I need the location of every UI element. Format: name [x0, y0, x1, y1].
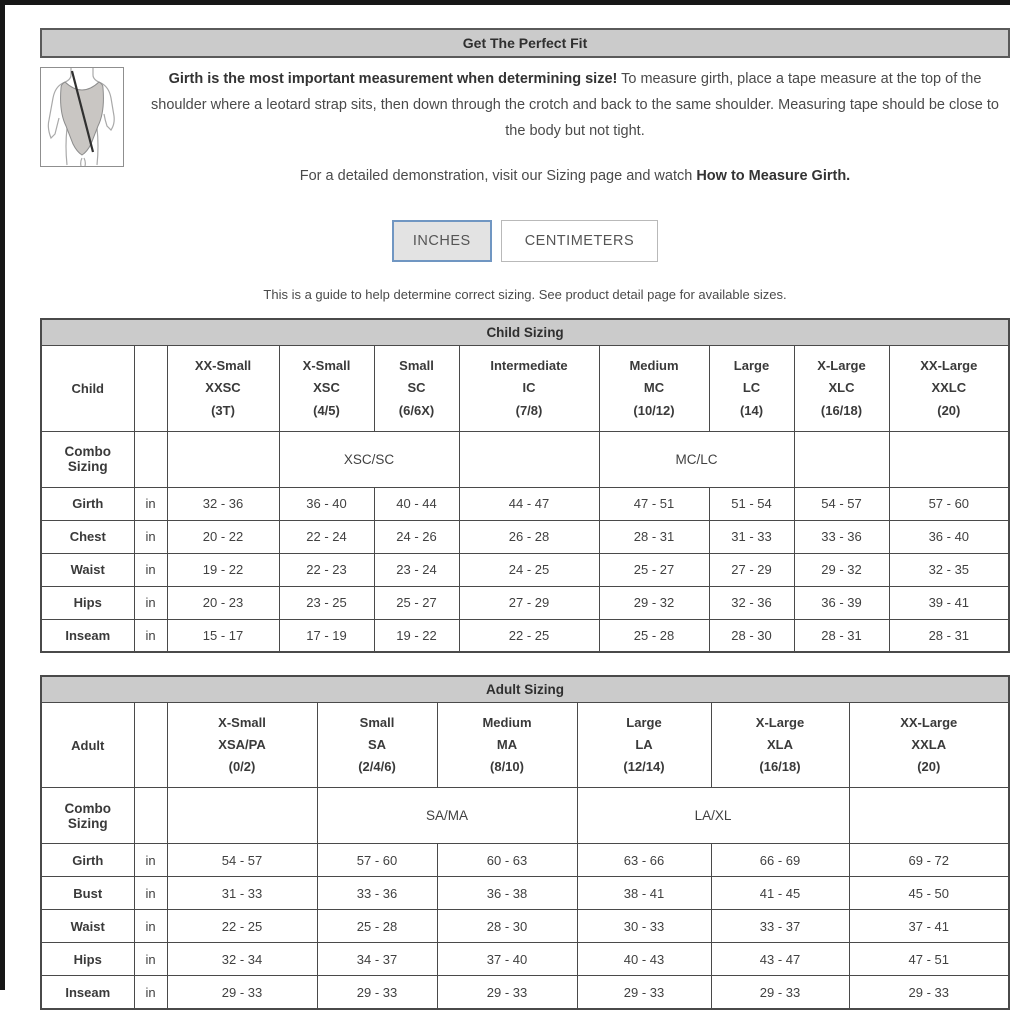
- unit-cell: in: [134, 586, 167, 619]
- value-cell: 29 - 32: [794, 553, 889, 586]
- sizing-guide-page: [40, 0, 1010, 1010]
- unit-cell: in: [134, 943, 167, 976]
- value-cell: 29 - 33: [711, 976, 849, 1009]
- value-cell: 36 - 40: [889, 520, 1009, 553]
- table-row: [41, 586, 1009, 619]
- value-cell: 57 - 60: [317, 844, 437, 877]
- centimeters-button[interactable]: CENTIMETERS: [501, 220, 658, 262]
- measurement-label: Hips: [41, 943, 134, 976]
- page-title: Get The Perfect Fit: [40, 28, 1010, 58]
- value-cell: 32 - 36: [709, 586, 794, 619]
- combo-label: Combo Sizing: [41, 431, 134, 487]
- value-cell: 47 - 51: [849, 943, 1009, 976]
- value-cell: 19 - 22: [167, 553, 279, 586]
- intro-section: [40, 67, 1010, 184]
- corner-label: Adult: [41, 703, 134, 788]
- size-header: Medium MC (10/12): [599, 346, 709, 431]
- value-cell: 20 - 23: [167, 586, 279, 619]
- value-cell: 25 - 27: [374, 586, 459, 619]
- value-cell: 30 - 33: [577, 910, 711, 943]
- table-row: [41, 619, 1009, 652]
- size-header: XX-Large XXLA (20): [849, 703, 1009, 788]
- child-sizing-table-host: [40, 318, 1010, 653]
- size-header: XX-Small XXSC (3T): [167, 346, 279, 431]
- unit-toggle: [40, 220, 1010, 262]
- unit-cell: in: [134, 487, 167, 520]
- leotard-illustration-svg: [41, 68, 123, 166]
- combo-cell: [167, 788, 317, 844]
- value-cell: 32 - 36: [167, 487, 279, 520]
- combo-cell: [167, 431, 279, 487]
- intro-text-column: [140, 67, 1010, 184]
- demo-note-text: For a detailed demonstration, visit our Sizing page and watch: [299, 168, 697, 185]
- leotard-girth-diagram: [40, 67, 124, 167]
- value-cell: 29 - 32: [599, 586, 709, 619]
- measurement-label: Chest: [41, 520, 134, 553]
- value-cell: 28 - 31: [794, 619, 889, 652]
- value-cell: 29 - 33: [849, 976, 1009, 1009]
- measurement-label: Waist: [41, 910, 134, 943]
- table-row: [41, 487, 1009, 520]
- value-cell: 15 - 17: [167, 619, 279, 652]
- table-title: Adult Sizing: [41, 676, 1009, 703]
- size-header: Large LA (12/14): [577, 703, 711, 788]
- value-cell: 44 - 47: [459, 487, 599, 520]
- value-cell: 22 - 24: [279, 520, 374, 553]
- unit-column-header: [134, 346, 167, 431]
- value-cell: 20 - 22: [167, 520, 279, 553]
- value-cell: 26 - 28: [459, 520, 599, 553]
- table-row: [41, 553, 1009, 586]
- unit-cell: in: [134, 877, 167, 910]
- size-header: XX-Large XXLC (20): [889, 346, 1009, 431]
- value-cell: 28 - 30: [437, 910, 577, 943]
- combo-cell: MC/LC: [599, 431, 794, 487]
- value-cell: 45 - 50: [849, 877, 1009, 910]
- size-header: Small SC (6/6X): [374, 346, 459, 431]
- unit-cell: in: [134, 976, 167, 1009]
- value-cell: 28 - 31: [889, 619, 1009, 652]
- adult-sizing-table-host: [40, 675, 1010, 1010]
- value-cell: 40 - 43: [577, 943, 711, 976]
- corner-label: Child: [41, 346, 134, 431]
- size-header: X-Small XSC (4/5): [279, 346, 374, 431]
- value-cell: 22 - 23: [279, 553, 374, 586]
- combo-cell: XSC/SC: [279, 431, 459, 487]
- combo-cell: SA/MA: [317, 788, 577, 844]
- value-cell: 25 - 27: [599, 553, 709, 586]
- measurement-label: Hips: [41, 586, 134, 619]
- value-cell: 66 - 69: [711, 844, 849, 877]
- value-cell: 31 - 33: [167, 877, 317, 910]
- table-row: [41, 520, 1009, 553]
- value-cell: 38 - 41: [577, 877, 711, 910]
- value-cell: 22 - 25: [459, 619, 599, 652]
- value-cell: 51 - 54: [709, 487, 794, 520]
- measurement-label: Girth: [41, 487, 134, 520]
- combo-cell: [459, 431, 599, 487]
- value-cell: 33 - 36: [317, 877, 437, 910]
- value-cell: 36 - 40: [279, 487, 374, 520]
- child-sizing-table: [40, 318, 1010, 653]
- value-cell: 31 - 33: [709, 520, 794, 553]
- value-cell: 63 - 66: [577, 844, 711, 877]
- value-cell: 69 - 72: [849, 844, 1009, 877]
- value-cell: 23 - 24: [374, 553, 459, 586]
- value-cell: 33 - 37: [711, 910, 849, 943]
- value-cell: 22 - 25: [167, 910, 317, 943]
- unit-cell: in: [134, 910, 167, 943]
- table-row: [41, 877, 1009, 910]
- unit-cell: in: [134, 619, 167, 652]
- table-title: Child Sizing: [41, 319, 1009, 346]
- unit-cell: in: [134, 844, 167, 877]
- value-cell: 36 - 39: [794, 586, 889, 619]
- value-cell: 34 - 37: [317, 943, 437, 976]
- size-header: X-Small XSA/PA (0/2): [167, 703, 317, 788]
- table-row: [41, 844, 1009, 877]
- value-cell: 41 - 45: [711, 877, 849, 910]
- size-header: X-Large XLC (16/18): [794, 346, 889, 431]
- measurement-label: Bust: [41, 877, 134, 910]
- girth-instructions-body: To measure girth, place a tape measure at the top of the shoulder where a leotard strap sits, then down through the crotch and back to the same shoulder. Measuring tape should be close to the body but not tight.: [151, 71, 999, 139]
- size-header: Large LC (14): [709, 346, 794, 431]
- value-cell: 54 - 57: [794, 487, 889, 520]
- girth-instructions: [140, 67, 1010, 144]
- size-header: X-Large XLA (16/18): [711, 703, 849, 788]
- value-cell: 43 - 47: [711, 943, 849, 976]
- value-cell: 29 - 33: [317, 976, 437, 1009]
- measurement-label: Girth: [41, 844, 134, 877]
- value-cell: 24 - 25: [459, 553, 599, 586]
- value-cell: 29 - 33: [577, 976, 711, 1009]
- value-cell: 57 - 60: [889, 487, 1009, 520]
- value-cell: 32 - 35: [889, 553, 1009, 586]
- value-cell: 25 - 28: [317, 910, 437, 943]
- value-cell: 28 - 30: [709, 619, 794, 652]
- value-cell: 29 - 33: [167, 976, 317, 1009]
- value-cell: 27 - 29: [709, 553, 794, 586]
- girth-instructions-bold: Girth is the most important measurement when determining size!: [168, 71, 618, 87]
- value-cell: 40 - 44: [374, 487, 459, 520]
- combo-label: Combo Sizing: [41, 788, 134, 844]
- value-cell: 60 - 63: [437, 844, 577, 877]
- guide-note: This is a guide to help determine correct sizing. See product detail page for available sizes.: [263, 287, 787, 303]
- value-cell: 28 - 31: [599, 520, 709, 553]
- size-header: Intermediate IC (7/8): [459, 346, 599, 431]
- value-cell: 39 - 41: [889, 586, 1009, 619]
- value-cell: 24 - 26: [374, 520, 459, 553]
- combo-unit-cell: [134, 431, 167, 487]
- adult-sizing-table: [40, 675, 1010, 1010]
- inches-button[interactable]: INCHES: [392, 220, 492, 262]
- unit-cell: in: [134, 520, 167, 553]
- value-cell: 25 - 28: [599, 619, 709, 652]
- value-cell: 17 - 19: [279, 619, 374, 652]
- size-header: Medium MA (8/10): [437, 703, 577, 788]
- value-cell: 37 - 40: [437, 943, 577, 976]
- measurement-label: Inseam: [41, 976, 134, 1009]
- value-cell: 47 - 51: [599, 487, 709, 520]
- value-cell: 19 - 22: [374, 619, 459, 652]
- size-header: Small SA (2/4/6): [317, 703, 437, 788]
- screenshot-border-left: [0, 0, 5, 990]
- demo-note-bold: How to Measure Girth.: [696, 168, 851, 185]
- measurement-label: Waist: [41, 553, 134, 586]
- value-cell: 36 - 38: [437, 877, 577, 910]
- combo-unit-cell: [134, 788, 167, 844]
- value-cell: 37 - 41: [849, 910, 1009, 943]
- combo-cell: [849, 788, 1009, 844]
- table-row: [41, 976, 1009, 1009]
- combo-cell: [794, 431, 889, 487]
- combo-cell: [889, 431, 1009, 487]
- value-cell: 54 - 57: [167, 844, 317, 877]
- combo-cell: LA/XL: [577, 788, 849, 844]
- value-cell: 29 - 33: [437, 976, 577, 1009]
- demo-note: [140, 168, 1010, 184]
- table-row: [41, 943, 1009, 976]
- value-cell: 32 - 34: [167, 943, 317, 976]
- unit-column-header: [134, 703, 167, 788]
- value-cell: 27 - 29: [459, 586, 599, 619]
- measurement-label: Inseam: [41, 619, 134, 652]
- unit-cell: in: [134, 553, 167, 586]
- value-cell: 33 - 36: [794, 520, 889, 553]
- value-cell: 23 - 25: [279, 586, 374, 619]
- table-row: [41, 910, 1009, 943]
